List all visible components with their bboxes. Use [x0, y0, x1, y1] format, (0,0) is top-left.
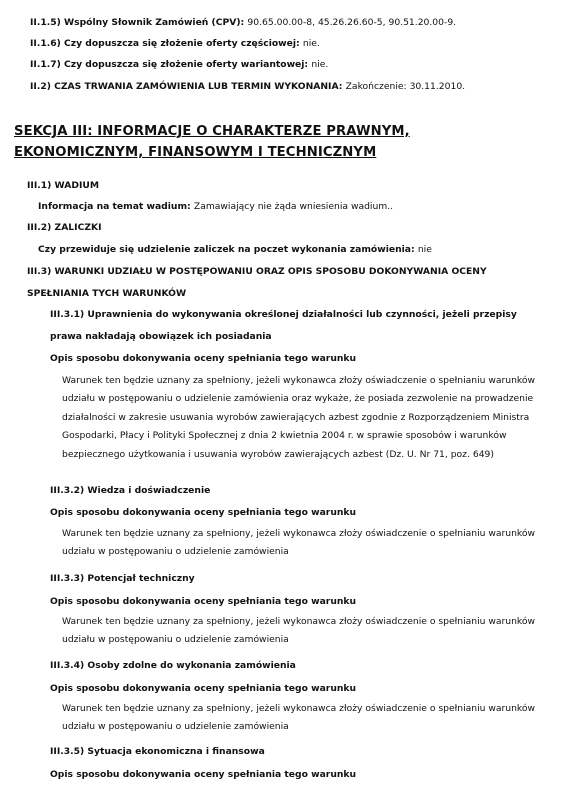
s332-text-line: udziału w postępowaniu o udzielenie zamówienia	[62, 546, 289, 558]
warunki-heading-line1: III.3) WARUNKI UDZIAŁU W POSTĘPOWANIU ORAZ OPIS SPOSOBU DOKONYWANIA OCENY	[27, 266, 487, 277]
duration-value: Zakończenie: 30.11.2010.	[345, 81, 466, 92]
s333-text	[62, 613, 535, 650]
section-title-line2: EKONOMICZNYM, FINANSOWYM I TECHNICZNYM	[14, 145, 377, 160]
s332-heading: III.3.2) Wiedza i doświadczenie	[50, 485, 211, 496]
variant-offer-line	[30, 59, 328, 71]
cpv-line	[30, 17, 456, 29]
wadium-heading: III.1) WADIUM	[27, 180, 100, 191]
duration-label: II.2) CZAS TRWANIA ZAMÓWIENIA LUB TERMIN WYKONANIA:	[30, 81, 343, 92]
s335-heading: III.3.5) Sytuacja ekonomiczna i finansowa	[50, 746, 265, 757]
partial-offer-label: II.1.6) Czy dopuszcza się złożenie oferty częściowej:	[30, 38, 300, 49]
zaliczki-label: Czy przewiduje się udzielenie zaliczek na poczet wykonania zamówienia:	[38, 244, 415, 255]
s333-heading: III.3.3) Potencjał techniczny	[50, 573, 195, 584]
s331-text-line: bezpiecznego użytkowania i usuwania wyrobów zawierających azbest (Dz. U. Nr 71, poz. 649)	[62, 448, 494, 460]
s331-text-line: Gospodarki, Płacy i Polityki Społecznej z dnia 2 kwietnia 2004 r. w sprawie sposobów i warunków	[62, 430, 507, 442]
warunki-heading-line2: SPEŁNIANIA TYCH WARUNKÓW	[27, 288, 187, 299]
variant-offer-label: II.1.7) Czy dopuszcza się złożenie oferty wariantowej:	[30, 59, 309, 70]
duration-line	[30, 81, 465, 93]
s334-text	[62, 700, 535, 737]
wadium-label: Informacja na temat wadium:	[38, 201, 191, 212]
s332-opis-label: Opis sposobu dokonywania oceny spełniania tego warunku	[50, 507, 357, 518]
s331-heading-line1: III.3.1) Uprawnienia do wykonywania określonej działalności lub czynności, jeżeli przepisy	[50, 309, 517, 320]
s331-text-line: Warunek ten będzie uznany za spełniony, jeżeli wykonawca złoży oświadczenie o spełnianiu warunków	[62, 375, 536, 386]
s331-text-line: działalności w zakresie usuwania wyrobów zawierających azbest zgodnie z Rozporządzeniem Ministra	[62, 411, 530, 423]
s333-text-line: Warunek ten będzie uznany za spełniony, jeżeli wykonawca złoży oświadczenie o spełnianiu warunków	[62, 616, 536, 627]
variant-offer-value: nie.	[311, 59, 329, 70]
s334-text-line: udziału w postępowaniu o udzielenie zamówienia	[62, 721, 289, 733]
s335-opis-label: Opis sposobu dokonywania oceny spełniania tego warunku	[50, 769, 357, 780]
s331-text-line: udziału w postępowaniu o udzielenie zamówienia oraz wykaże, że posiada zezwolenie na prowadzenie	[62, 393, 534, 405]
s331-heading-line2: prawa nakładają obowiązek ich posiadania	[50, 331, 272, 342]
s334-text-line: Warunek ten będzie uznany za spełniony, jeżeli wykonawca złoży oświadczenie o spełnianiu warunków	[62, 703, 536, 714]
s333-opis-label: Opis sposobu dokonywania oceny spełniania tego warunku	[50, 596, 357, 607]
cpv-value: 90.65.00.00-8, 45.26.26.60-5, 90.51.20.00-9.	[247, 17, 457, 28]
s333-text-line: udziału w postępowaniu o udzielenie zamówienia	[62, 634, 289, 646]
s332-text	[62, 525, 535, 562]
partial-offer-line	[30, 38, 320, 50]
zaliczki-value: nie	[417, 244, 432, 255]
cpv-label: II.1.5) Wspólny Słownik Zamówień (CPV):	[30, 17, 245, 28]
s334-opis-label: Opis sposobu dokonywania oceny spełniania tego warunku	[50, 683, 357, 694]
wadium-line	[38, 201, 393, 213]
s334-heading: III.3.4) Osoby zdolne do wykonania zamówienia	[50, 660, 296, 671]
zaliczki-line	[38, 244, 432, 256]
s331-text	[62, 372, 535, 464]
partial-offer-value: nie.	[302, 38, 320, 49]
wadium-value: Zamawiający nie żąda wniesienia wadium..	[193, 201, 394, 212]
zaliczki-heading: III.2) ZALICZKI	[27, 222, 102, 233]
s332-text-line: Warunek ten będzie uznany za spełniony, jeżeli wykonawca złoży oświadczenie o spełnianiu warunków	[62, 528, 536, 539]
s331-opis-label: Opis sposobu dokonywania oceny spełniania tego warunku	[50, 353, 357, 364]
section-title-line1: SEKCJA III: INFORMACJE O CHARAKTERZE PRAWNYM,	[14, 124, 410, 139]
